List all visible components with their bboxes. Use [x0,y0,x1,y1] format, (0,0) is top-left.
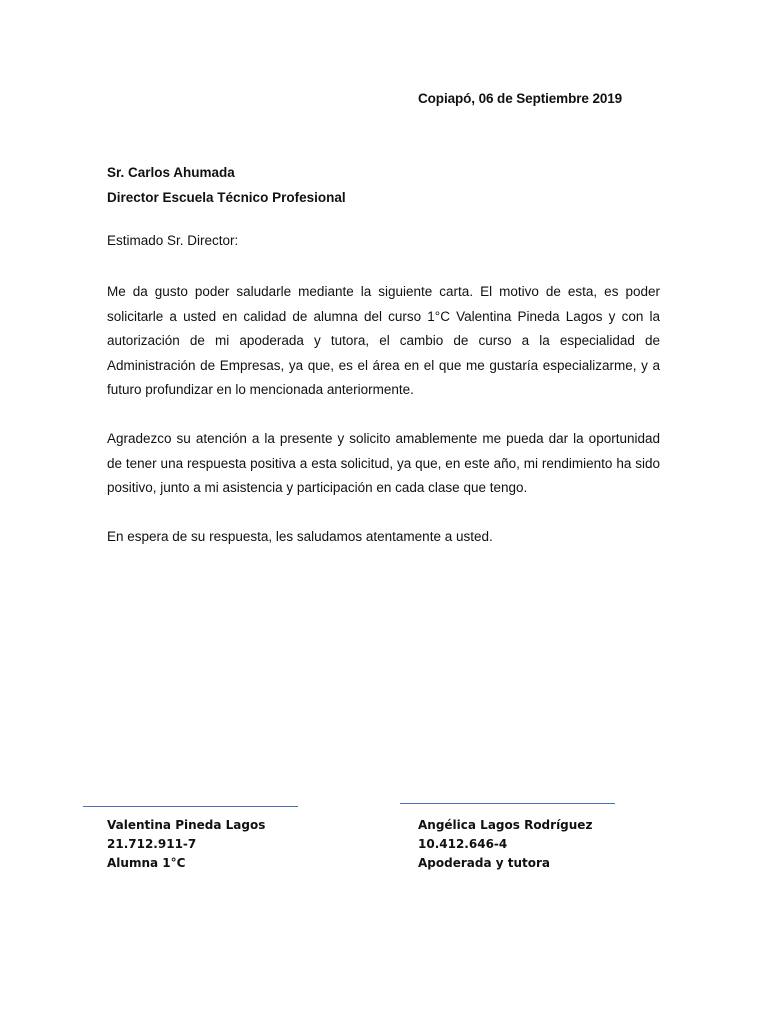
recipient-block [107,160,346,210]
signer-role: Alumna 1°C [107,856,186,870]
signer-id: 21.712.911-7 [107,837,197,851]
signature-line-guardian [400,803,615,804]
recipient-name: Sr. Carlos Ahumada [107,165,235,180]
signature-block-guardian [418,816,592,873]
signature-line-student [83,806,298,807]
body-paragraph-1: Me da gusto poder saludarle mediante la siguiente carta. El motivo de esta, es poder solicitarle a usted en calidad de alumna del curso 1°C Valentina Pineda Lagos y con la autorización de mi apoderada y tutora, el cambio de curso a la especialidad de Administración de Empresas, ya que, es el área en el que me gustaría especializarme, y a futuro profundizar en lo mencionada anteriormente. [107,284,660,397]
recipient-title: Director Escuela Técnico Profesional [107,190,346,205]
body-paragraph-3: En espera de su respuesta, les saludamos atentamente a usted. [107,529,493,544]
signer-name: Valentina Pineda Lagos [107,818,266,832]
signature-block-student [107,816,265,873]
body-paragraph-2: Agradezco su atención a la presente y solicito amablemente me pueda dar la oportunidad de tener una respuesta positiva a esta solicitud, ya que, en este año, mi rendimiento ha sido positivo, junto a mi asistencia y participación en cada clase que tengo. [107,431,660,495]
signer-role: Apoderada y tutora [418,856,551,870]
signer-name: Angélica Lagos Rodríguez [418,818,593,832]
signer-id: 10.412.646-4 [418,837,508,851]
date-line: Copiapó, 06 de Septiembre 2019 [418,91,623,106]
salutation: Estimado Sr. Director: [107,233,239,248]
